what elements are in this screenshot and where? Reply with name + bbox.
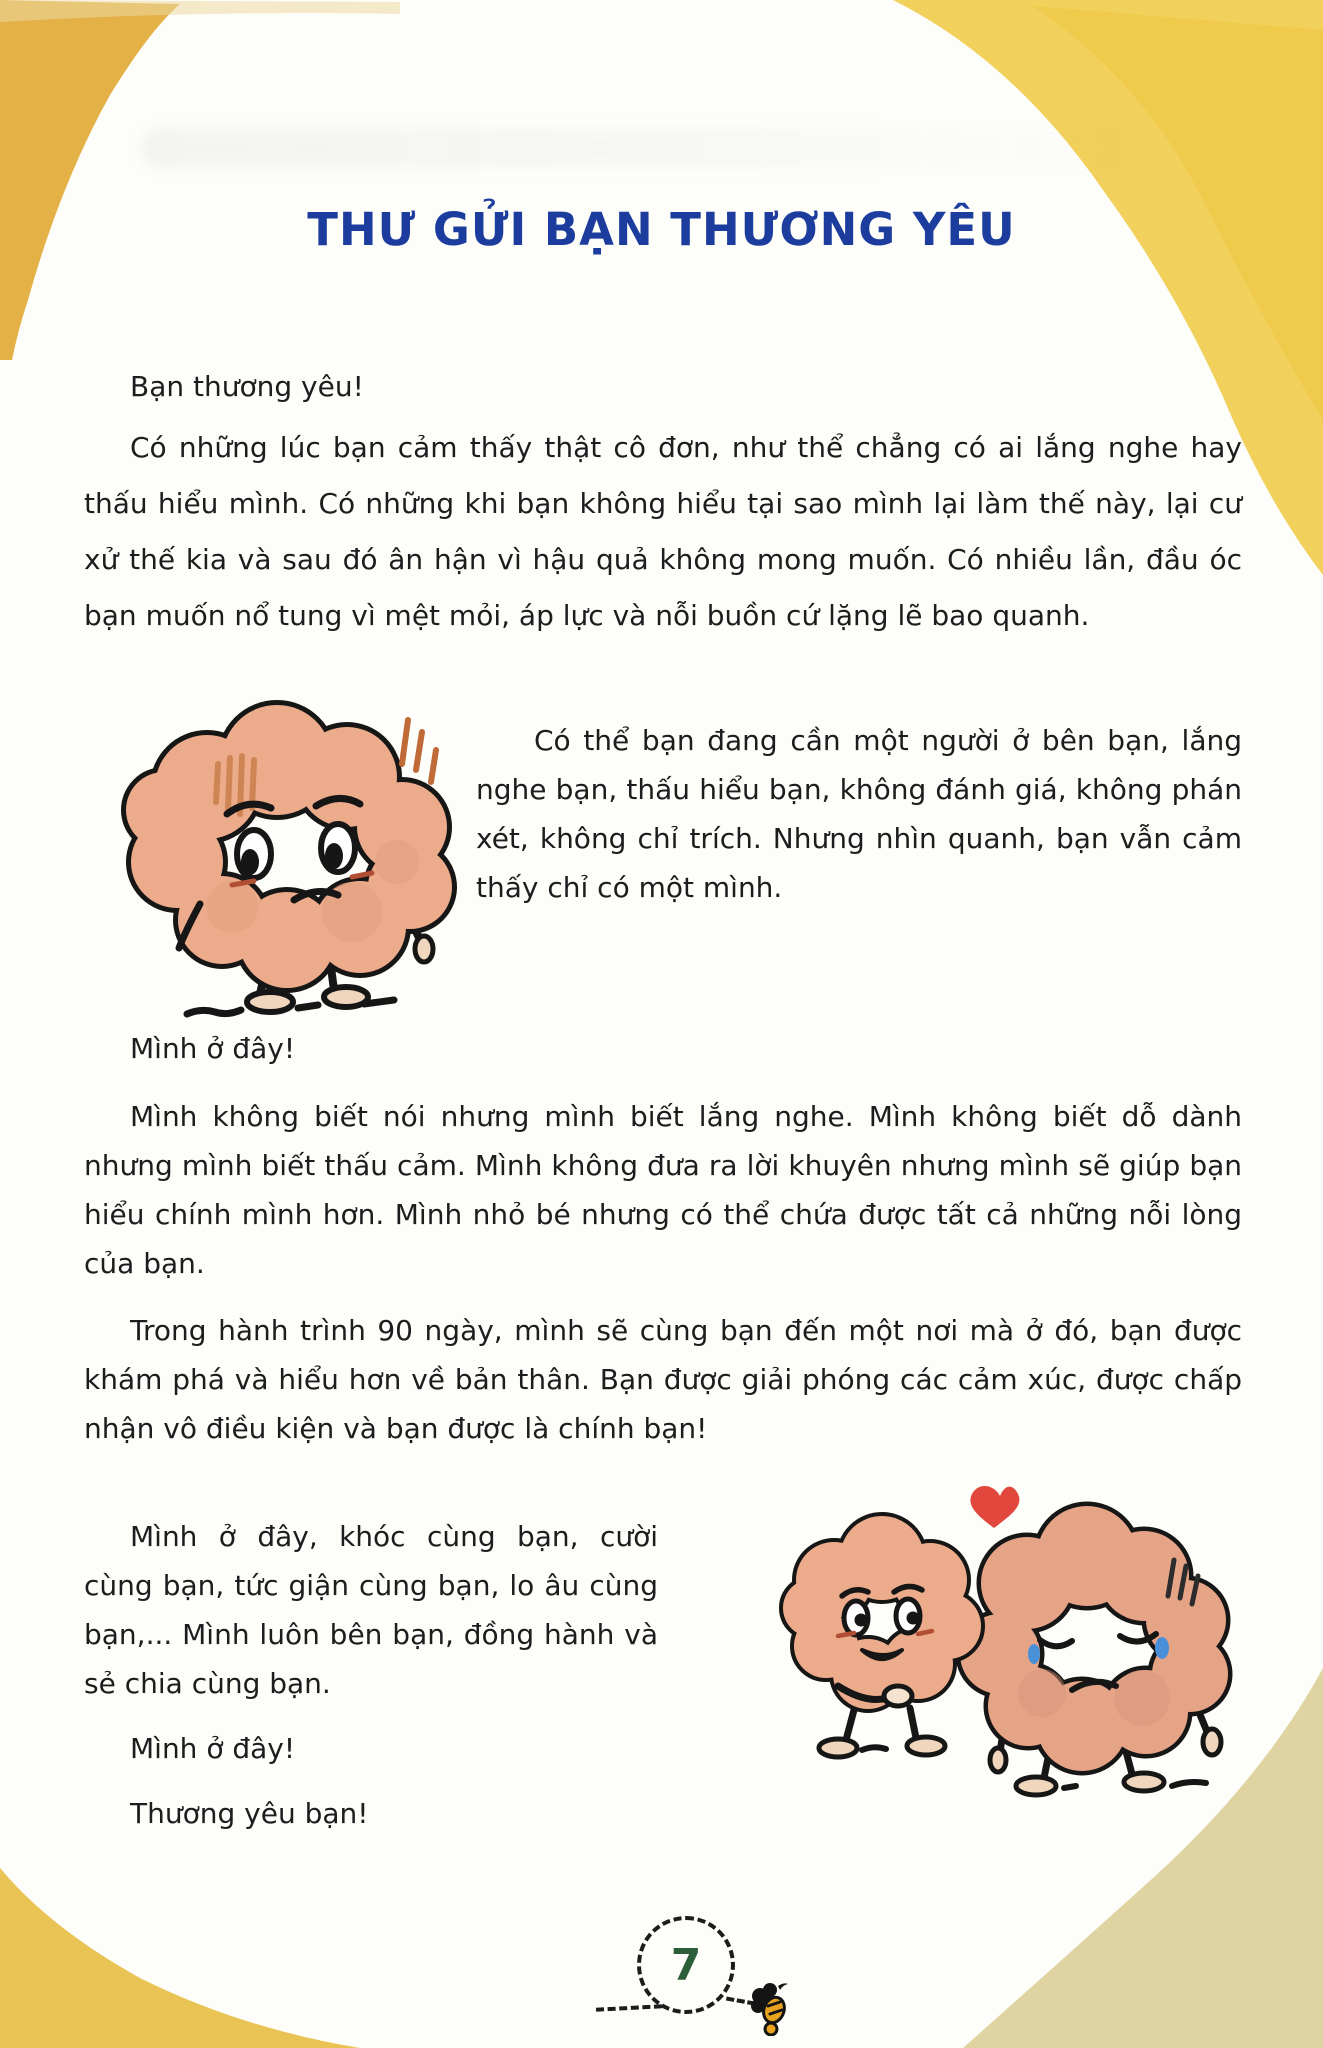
salutation-line: Bạn thương yêu!: [130, 370, 364, 403]
page-bleed-through: [140, 128, 1140, 168]
paragraph-need: Có thể bạn đang cần một người ở bên bạn, lắng nghe bạn, thấu hiểu bạn, không đánh giá, không phán xét, không chỉ trích. Nhưng nhìn quanh, bạn vẫn cảm thấy chỉ có một mình.: [476, 724, 1242, 904]
heart-icon: [970, 1486, 1019, 1528]
here-line-2: Mình ở đây!: [130, 1732, 296, 1765]
paragraph-together: Mình ở đây, khóc cùng bạn, cười cùng bạn, tức giận cùng bạn, lo âu cùng bạn,... Mình luôn bên bạn, đồng hành và sẻ chia cùng bạn.: [84, 1520, 658, 1700]
page-number-badge: [637, 1916, 735, 2014]
flight-path-dash-left: [596, 2004, 662, 2011]
comforting-brains-illustration: [742, 1448, 1258, 1816]
corner-wash-top-left: [0, 0, 420, 360]
bee-icon: [744, 1978, 792, 2036]
closing-line: Thương yêu bạn!: [130, 1797, 369, 1830]
paragraph-listen: Mình không biết nói nhưng mình biết lắng nghe. Mình không biết dỗ dành nhưng mình biết thấu cảm. Mình không đưa ra lời khuyên nhưng mình sẽ giúp bạn hiểu chính mình hơn. Mình nhỏ bé nhưng có thể chứa được tất cả những nỗi lòng của bạn.: [84, 1100, 1242, 1280]
page-number: 7: [670, 1939, 702, 1991]
page-title: THƯ GỬI BẠN THƯƠNG YÊU: [307, 203, 1016, 256]
paragraph-journey: Trong hành trình 90 ngày, mình sẽ cùng bạn đến một nơi mà ở đó, bạn được khám phá và hiểu hơn về bản thân. Bạn được giải phóng các cảm xúc, được chấp nhận vô điều kiện và bạn được là chính bạn!: [84, 1314, 1242, 1445]
here-line-1: Mình ở đây!: [130, 1032, 296, 1065]
corner-wash-bottom-left: [0, 1848, 360, 2048]
paragraph-lonely: Có những lúc bạn cảm thấy thật cô đơn, như thể chẳng có ai lắng nghe hay thấu hiểu mình. Có những khi bạn không hiểu tại sao mình lại làm thế này, lại cư xử thế kia và sau đó ân hận vì hậu quả không mong muốn. Có nhiều lần, đầu óc bạn muốn nổ tung vì mệt mỏi, áp lực và nỗi buồn cứ lặng lẽ bao quanh.: [84, 431, 1242, 632]
sad-brain-illustration: [102, 692, 468, 1028]
